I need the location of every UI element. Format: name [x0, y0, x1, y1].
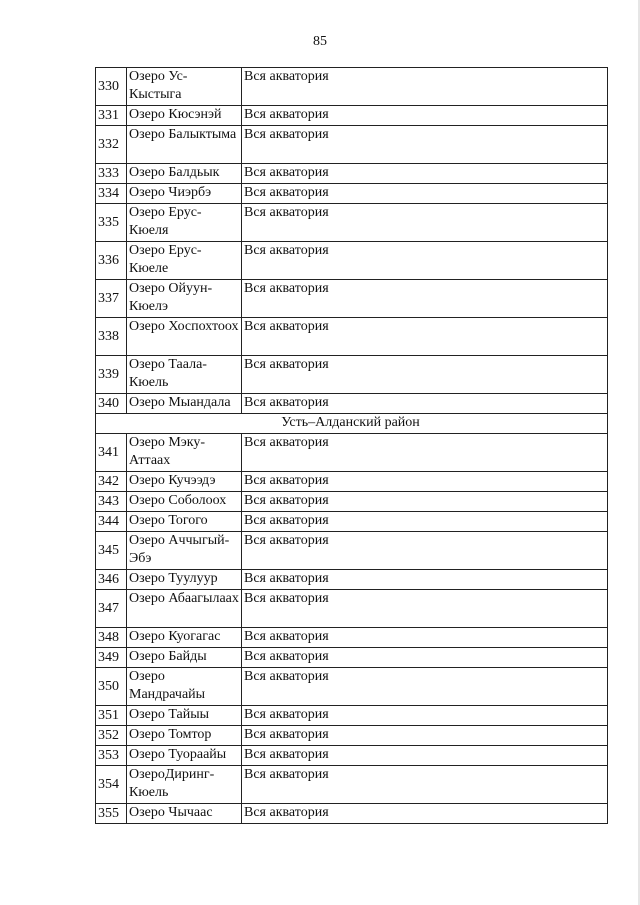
lake-name: Озеро Мандрачайы	[127, 668, 242, 706]
water-area: Вся акватория	[242, 68, 608, 106]
lake-name: Озеро Тогого	[127, 512, 242, 532]
lake-name: Озеро Балдьык	[127, 164, 242, 184]
water-area: Вся акватория	[242, 804, 608, 824]
row-number: 340	[96, 394, 127, 414]
water-area: Вся акватория	[242, 570, 608, 590]
water-area: Вся акватория	[242, 492, 608, 512]
lake-name: Озеро Чычаас	[127, 804, 242, 824]
table-row	[96, 242, 608, 280]
table-row	[96, 766, 608, 804]
table-row	[96, 434, 608, 472]
lake-name: Озеро Хоспохтоох	[127, 318, 242, 356]
lakes-table	[95, 67, 608, 824]
water-area: Вся акватория	[242, 242, 608, 280]
lake-name: Озеро Ерус-Кюеля	[127, 204, 242, 242]
row-number: 347	[96, 590, 127, 628]
water-area: Вся акватория	[242, 648, 608, 668]
table-row	[96, 204, 608, 242]
water-area: Вся акватория	[242, 590, 608, 628]
row-number: 336	[96, 242, 127, 280]
water-area: Вся акватория	[242, 356, 608, 394]
table-row	[96, 164, 608, 184]
water-area: Вся акватория	[242, 726, 608, 746]
lake-name: Озеро Чиэрбэ	[127, 184, 242, 204]
lake-name: Озеро Томтор	[127, 726, 242, 746]
row-number: 346	[96, 570, 127, 590]
water-area: Вся акватория	[242, 434, 608, 472]
water-area: Вся акватория	[242, 184, 608, 204]
row-number: 343	[96, 492, 127, 512]
water-area: Вся акватория	[242, 668, 608, 706]
row-number: 354	[96, 766, 127, 804]
table-row	[96, 590, 608, 628]
water-area: Вся акватория	[242, 512, 608, 532]
row-number: 342	[96, 472, 127, 492]
row-number: 351	[96, 706, 127, 726]
water-area: Вся акватория	[242, 746, 608, 766]
page-number: 85	[313, 34, 327, 49]
lake-name: Озеро Кучээдэ	[127, 472, 242, 492]
table-row	[96, 570, 608, 590]
table-row	[96, 706, 608, 726]
row-number: 337	[96, 280, 127, 318]
lake-name: ОзероДиринг-Кюель	[127, 766, 242, 804]
lake-name: Озеро Соболоох	[127, 492, 242, 512]
row-number: 332	[96, 126, 127, 164]
water-area: Вся акватория	[242, 280, 608, 318]
row-number: 344	[96, 512, 127, 532]
lake-name: Озеро Ойуун-Кюелэ	[127, 280, 242, 318]
table-row	[96, 804, 608, 824]
row-number: 334	[96, 184, 127, 204]
water-area: Вся акватория	[242, 318, 608, 356]
table-row	[96, 746, 608, 766]
water-area: Вся акватория	[242, 706, 608, 726]
row-number: 350	[96, 668, 127, 706]
table-row	[96, 394, 608, 414]
water-area: Вся акватория	[242, 164, 608, 184]
district-header-row	[96, 414, 608, 434]
row-number: 345	[96, 532, 127, 570]
lake-name: Озеро Тайыы	[127, 706, 242, 726]
water-area: Вся акватория	[242, 628, 608, 648]
lake-name: Озеро Куогагас	[127, 628, 242, 648]
water-area: Вся акватория	[242, 394, 608, 414]
lake-name: Озеро Туулуур	[127, 570, 242, 590]
lake-name: Озеро Мыандала	[127, 394, 242, 414]
table-row	[96, 512, 608, 532]
lake-name: Озеро Мэку-Аттаах	[127, 434, 242, 472]
lake-name: Озеро Балыктыма	[127, 126, 242, 164]
lake-name: Озеро Аччыгый-Эбэ	[127, 532, 242, 570]
lake-name: Озеро Байды	[127, 648, 242, 668]
row-number: 348	[96, 628, 127, 648]
water-area: Вся акватория	[242, 472, 608, 492]
lake-name: Озеро Ус-Кыстыга	[127, 68, 242, 106]
table-row	[96, 318, 608, 356]
table-row	[96, 726, 608, 746]
lake-name: Озеро Туораайы	[127, 746, 242, 766]
table-row	[96, 628, 608, 648]
table-row	[96, 126, 608, 164]
row-number: 341	[96, 434, 127, 472]
table-row	[96, 532, 608, 570]
water-area: Вся акватория	[242, 204, 608, 242]
water-area: Вся акватория	[242, 106, 608, 126]
row-number: 349	[96, 648, 127, 668]
table-row	[96, 280, 608, 318]
lake-name: Озеро Кюсэнэй	[127, 106, 242, 126]
table-row	[96, 492, 608, 512]
table-row	[96, 472, 608, 492]
row-number: 353	[96, 746, 127, 766]
table-row	[96, 106, 608, 126]
row-number: 333	[96, 164, 127, 184]
row-number: 355	[96, 804, 127, 824]
water-area: Вся акватория	[242, 766, 608, 804]
lake-name: Озеро Абаагылаах	[127, 590, 242, 628]
row-number: 338	[96, 318, 127, 356]
lakes-table-body	[96, 68, 608, 824]
table-row	[96, 648, 608, 668]
district-title: Усть–Алданский район	[96, 414, 608, 434]
table-row	[96, 68, 608, 106]
row-number: 335	[96, 204, 127, 242]
water-area: Вся акватория	[242, 126, 608, 164]
table-row	[96, 184, 608, 204]
row-number: 352	[96, 726, 127, 746]
lake-name: Озеро Ерус-Кюеле	[127, 242, 242, 280]
row-number: 330	[96, 68, 127, 106]
lake-name: Озеро Таала-Кюель	[127, 356, 242, 394]
table-row	[96, 356, 608, 394]
row-number: 331	[96, 106, 127, 126]
table-row	[96, 668, 608, 706]
water-area: Вся акватория	[242, 532, 608, 570]
row-number: 339	[96, 356, 127, 394]
